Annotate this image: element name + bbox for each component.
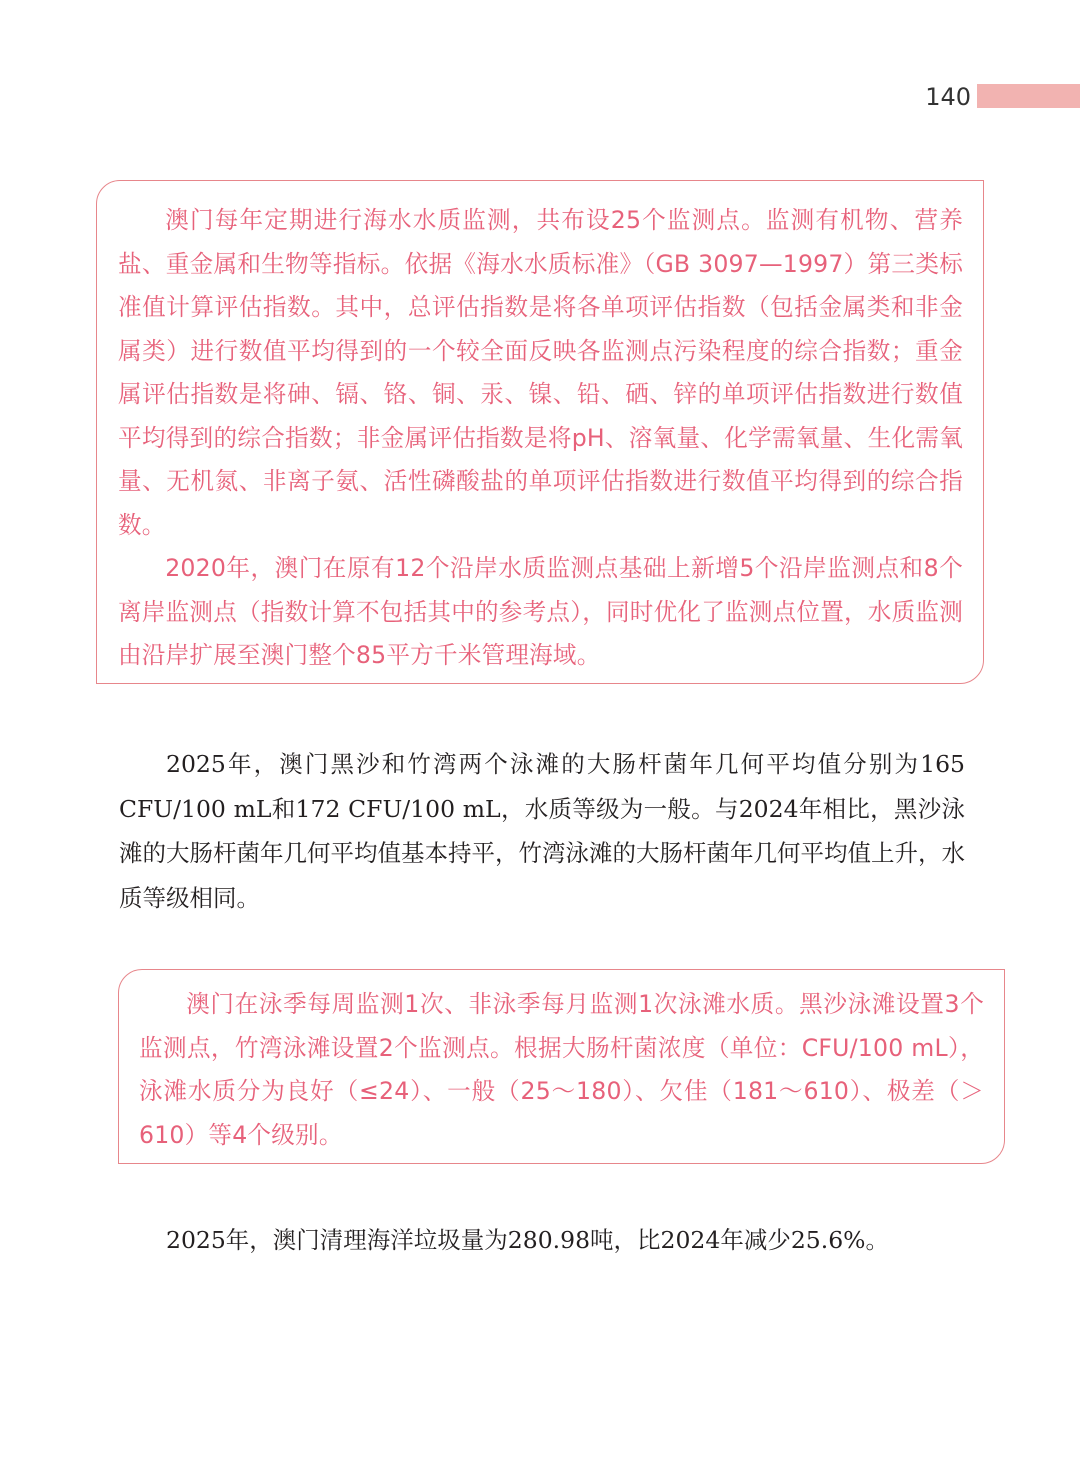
page-number-accent-bar — [977, 84, 1080, 108]
marine-litter-paragraph: 2025年，澳门清理海洋垃圾量为280.98吨，比2024年减少25.6%。 — [166, 1226, 889, 1254]
info-box-paragraph: 2020年，澳门在原有12个沿岸水质监测点基础上新增5个沿岸监测点和8个离岸监测点（指数计算不包括其中的参考点），同时优化了监测点位置，水质监测由沿岸扩展至澳门整个85平方千米管理海域。 — [118, 554, 963, 669]
beach-water-quality-paragraph: 2025年，澳门黑沙和竹湾两个泳滩的大肠杆菌年几何平均值分别为165 CFU/100 mL和172 CFU/100 mL，水质等级为一般。与2024年相比，黑沙泳滩的大肠杆菌年几何平均值基本持平，竹湾泳滩的大肠杆菌年几何平均值上升，水质等级相同。 — [119, 750, 965, 912]
page-number: 140 — [925, 83, 971, 111]
info-box-paragraph: 澳门在泳季每周监测1次、非泳季每月监测1次泳滩水质。黑沙泳滩设置3个监测点，竹湾泳滩设置2个监测点。根据大肠杆菌浓度（单位：CFU/100 mL），泳滩水质分为良好（≤24）、一般（25～180）、欠佳（181～610）、极差（＞610）等4个级别。 — [139, 990, 984, 1149]
beach-monitoring-info-box — [118, 969, 1005, 1164]
seawater-monitoring-info-box — [96, 180, 984, 684]
info-box-paragraph: 澳门每年定期进行海水水质监测，共布设25个监测点。监测有机物、营养盐、重金属和生物等指标。依据《海水水质标准》（GB 3097—1997）第三类标准值计算评估指数。其中，总评估指数是将各单项评估指数（包括金属类和非金属类）进行数值平均得到的一个较全面反映各监测点污染程度的综合指数；重金属评估指数是将砷、镉、铬、铜、汞、镍、铅、硒、锌的单项评估指数进行数值平均得到的综合指数；非金属评估指数是将pH、溶氧量、化学需氧量、生化需氧量、无机氮、非离子氨、活性磷酸盐的单项评估指数进行数值平均得到的综合指数。 — [118, 206, 963, 539]
